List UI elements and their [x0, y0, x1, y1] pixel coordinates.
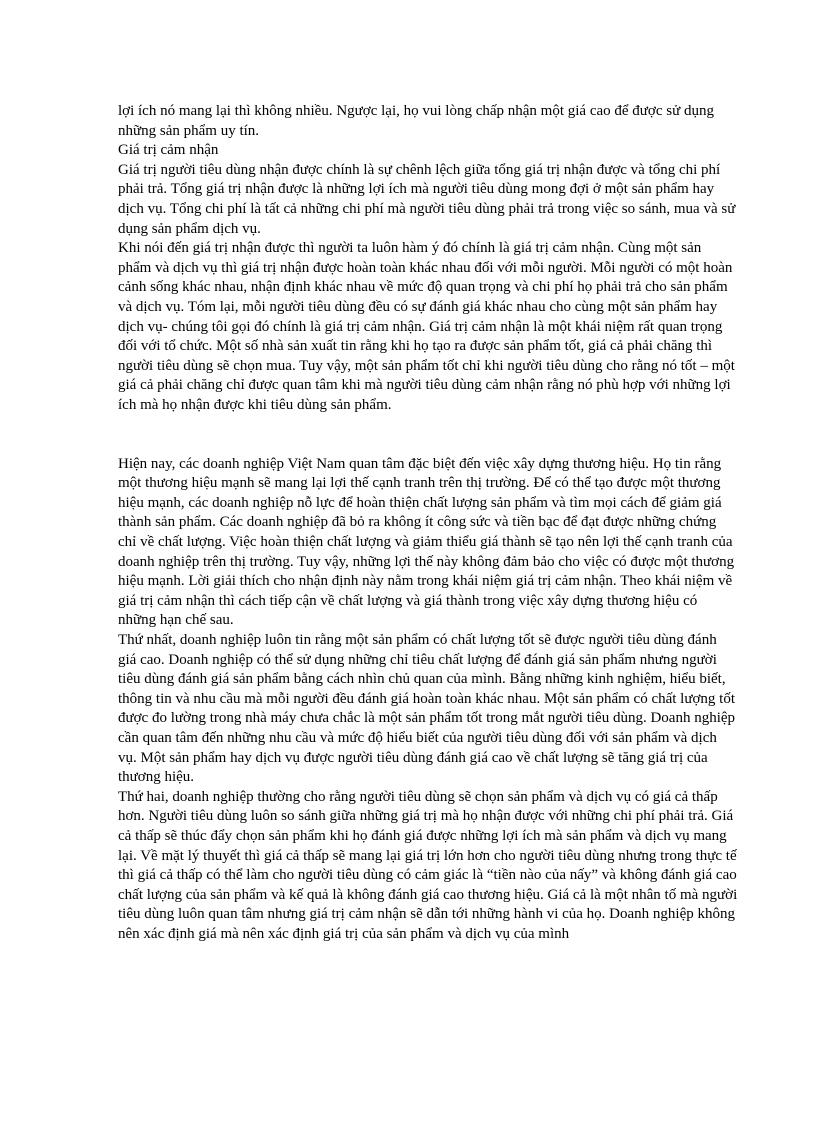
paragraph-definition: Giá trị người tiêu dùng nhận được chính là sự chênh lệch giữa tổng giá trị nhận được và tổng chi phí phải trả. Tổng giá trị nhận được là những lợi ích mà người tiêu dùng mong đợi ở một sản phẩm hay dịch vụ. Tổng chi phí là tất cả những chi phí mà người tiêu dùng phải trả trong việc so sánh, mua và sử dụng sản phẩm dịch vụ. — [118, 161, 736, 237]
paragraph-second-point: Thứ hai, doanh nghiệp thường cho rằng người tiêu dùng sẽ chọn sản phẩm và dịch vụ có giá cả thấp hơn. Người tiêu dùng luôn so sánh giữa những giá trị mà họ nhận được với những chi phí phải trả. Giá cả thấp sẽ thúc đẩy chọn sản phẩm khi họ đánh giá được những lợi ích mà sản phẩm và dịch vụ mang lại. Về mặt lý thuyết thì giá cả thấp sẽ mang lại giá trị lớn hơn cho người tiêu dùng nhưng trong thực tế thì giá cả thấp có thể làm cho người tiêu dùng có cảm giác là “tiền nào của nấy” và không đánh giá cao chất lượng của sản phẩm và kế quả là không đánh giá cao thương hiệu. Giá cả là một nhân tố mà người tiêu dùng luôn quan tâm nhưng giá trị cảm nhận sẽ dẫn tới những hành vi của họ. Doanh nghiệp không nên xác định giá mà nên xác định giá trị của sản phẩm và dịch vụ của mình — [118, 788, 738, 942]
blank-line — [118, 416, 738, 436]
paragraph-first-point: Thứ nhất, doanh nghiệp luôn tin rằng một sản phẩm có chất lượng tốt sẽ được người tiêu dùng đánh giá cao. Doanh nghiệp có thể sử dụng những chỉ tiêu chất lượng để đánh giá sản phẩm nhưng người tiêu dùng đánh giá sản phẩm bằng cách nhìn chủ quan của mình. Bằng những kinh nghiệm, hiểu biết, thông tin và nhu cầu mà mỗi người đều đánh giá hoàn toàn khác nhau. Một sản phẩm có chất lượng tốt được đo lường trong nhà máy chưa chắc là một sản phẩm tốt trong mắt người tiêu dùng. Doanh nghiệp cần quan tâm đến những nhu cầu và mức độ hiểu biết của người tiêu dùng đối với sản phẩm và dịch vụ. Một sản phẩm hay dịch vụ được người tiêu dùng đánh giá cao về chất lượng sẽ tăng giá trị của thương hiệu. — [118, 632, 736, 786]
document-page — [118, 102, 738, 945]
paragraph-intro-continuation: lợi ích nó mang lại thì không nhiều. Ngược lại, họ vui lòng chấp nhận một giá cao để được sử dụng những sản phẩm uy tín. — [118, 103, 714, 139]
section-heading: Giá trị cảm nhận — [118, 142, 219, 159]
paragraph-perceived-value: Khi nói đến giá trị nhận được thì người ta luôn hàm ý đó chính là giá trị cảm nhận. Cùng một sản phẩm và dịch vụ thì giá trị nhận được hoàn toàn khác nhau đối với mỗi người. Mỗi người có một hoàn cảnh sống khác nhau, nhận định khác nhau về mức độ quan trọng và chi phí họ phải trả cho sản phẩm và dịch vụ. Tóm lại, mỗi người tiêu dùng đều có sự đánh giá khác nhau cho cùng một sản phẩm hay dịch vụ- chúng tôi gọi đó chính là giá trị cảm nhận. Giá trị cảm nhận là một khái niệm rất quan trọng đối với tổ chức. Một số nhà sản xuất tin rằng khi họ tạo ra được sản phẩm tốt, giá cả phải chăng thì người tiêu dùng sẽ chọn mua. Tuy vậy, một sản phẩm tốt chỉ khi người tiêu dùng cho rằng nó tốt – một giá cả phải chăng chỉ được quan tâm khi mà người tiêu dùng cảm nhận rằng nó phù hợp với những lợi ích mà họ nhận được khi tiêu dùng sản phẩm. — [118, 240, 735, 413]
blank-line — [118, 435, 738, 455]
paragraph-brand-building: Hiện nay, các doanh nghiệp Việt Nam quan tâm đặc biệt đến việc xây dựng thương hiệu. Họ tin rằng một thương hiệu mạnh sẽ mang lại lợi thế cạnh tranh trên thị trường. Để có thể tạo được một thương hiệu mạnh, các doanh nghiệp nỗ lực để hoàn thiện chất lượng sản phẩm và tìm mọi cách để giảm giá thành sản phẩm. Các doanh nghiệp đã bỏ ra không ít công sức và tiền bạc để đạt được những chứng chỉ về chất lượng. Việc hoàn thiện chất lượng và giảm thiểu giá thành sẽ tạo nên lợi thế cạnh tranh của doanh nghiệp trên thị trường. Tuy vậy, những lợi thế này không đảm bảo cho việc có được một thương hiệu mạnh. Lời giải thích cho nhận định này nằm trong khái niệm giá trị cảm nhận. Theo khái niệm về giá trị cảm nhận thì cách tiếp cận về chất lượng và giá thành trong việc xây dựng thương hiệu có những hạn chế sau. — [118, 455, 735, 629]
